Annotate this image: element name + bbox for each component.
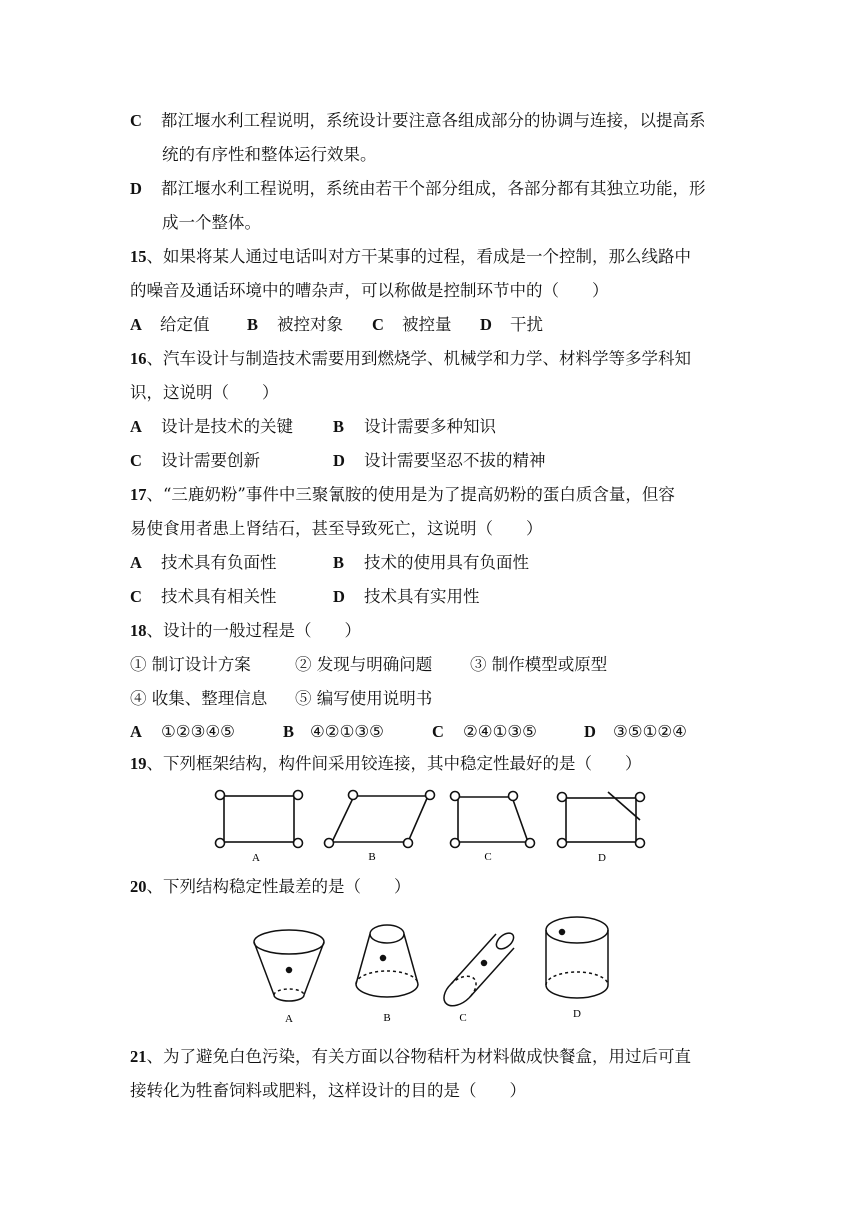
option-text: ④②①③⑤ — [310, 722, 384, 741]
option-text: 给定值 — [160, 315, 210, 334]
q20-stem — [130, 875, 411, 899]
figure-label-d: D — [598, 852, 606, 864]
frame-b-parallelogram — [325, 791, 435, 848]
option-text: 都江堰水利工程说明，系统设计要注意各组成部分的协调与连接，以提高系 — [161, 111, 706, 130]
option-letter: B — [283, 722, 295, 741]
question-text: 、“三鹿奶粉”事件中三聚氰胺的使用是为了提高奶粉的蛋白质含量，但容 — [146, 485, 675, 504]
option-letter: D — [333, 587, 345, 606]
option-text: 设计需要创新 — [161, 451, 260, 470]
question-number: 18 — [130, 621, 147, 640]
question-number: 17 — [130, 485, 147, 504]
option-letter: A — [130, 417, 142, 436]
option-letter: A — [130, 722, 142, 741]
option-text: 技术的使用具有负面性 — [364, 553, 529, 572]
option-text: 干扰 — [510, 315, 543, 334]
solid-c-slanted-cylinder — [444, 930, 517, 1006]
q18-step-1: ① 制订设计方案 — [130, 655, 251, 674]
q18-step-5: ⑤ 编写使用说明书 — [295, 689, 433, 708]
q18-step-2: ② 发现与明确问题 — [295, 655, 433, 674]
q18-step-4: ④ 收集、整理信息 — [130, 689, 268, 708]
option-letter: D — [480, 315, 492, 334]
q20-solid-figures — [0, 900, 860, 1030]
option-letter: C — [130, 451, 142, 470]
solid-b-frustum — [356, 925, 418, 997]
question-text: 、下列框架结构，构件间采用铰连接，其中稳定性最好的是（ ） — [146, 754, 642, 773]
question-number: 19 — [130, 754, 147, 773]
question-number: 16 — [130, 349, 147, 368]
option-letter: C — [130, 111, 142, 130]
frame-c-trapezoid — [451, 792, 535, 848]
option-letter: C — [130, 587, 142, 606]
option-text: ③⑤①②④ — [613, 722, 687, 741]
option-text: 被控量 — [402, 315, 452, 334]
q21-stem-continuation: 接转化为牲畜饲料或肥料，这样设计的目的是（ ） — [130, 1081, 526, 1100]
option-letter: B — [333, 553, 345, 572]
solid-a-inverted-frustum — [254, 930, 324, 1001]
q15-stem-continuation: 的噪音及通话环境中的嘈杂声，可以称做是控制环节中的（ ） — [130, 281, 609, 300]
option-letter: C — [372, 315, 384, 334]
option-letter: B — [333, 417, 345, 436]
question-text: 、设计的一般过程是（ ） — [146, 621, 361, 640]
question-text: 、汽车设计与制造技术需要用到燃烧学、机械学和力学、材料学等多学科知 — [146, 349, 691, 368]
question-text: 、如果将某人通过电话叫对方干某事的过程，看成是一个控制，那么线路中 — [146, 247, 691, 266]
option-text: ②④①③⑤ — [463, 722, 537, 741]
option-letter: D — [333, 451, 345, 470]
frame-d-braced-rectangle — [558, 792, 645, 848]
question-number: 21 — [130, 1047, 147, 1066]
q18-step-3: ③ 制作模型或原型 — [470, 655, 608, 674]
figure-label-b: B — [368, 851, 376, 863]
q14-option-c-continuation: 统的有序性和整体运行效果。 — [162, 145, 377, 164]
option-letter: D — [584, 722, 596, 741]
figure-label-c: C — [484, 851, 492, 863]
option-text: 技术具有负面性 — [161, 553, 277, 572]
figure-label-a: A — [285, 1013, 293, 1025]
frame-a-rectangle — [216, 791, 303, 848]
q21-stem — [130, 1045, 691, 1069]
option-text: ①②③④⑤ — [161, 722, 235, 741]
option-text: 设计是技术的关键 — [161, 417, 293, 436]
option-text: 被控对象 — [277, 315, 343, 334]
option-letter: A — [130, 315, 142, 334]
option-text: 技术具有实用性 — [364, 587, 480, 606]
option-letter: B — [247, 315, 259, 334]
q14-option-d-continuation: 成一个整体。 — [162, 213, 261, 232]
question-text: 、下列结构稳定性最差的是（ ） — [146, 877, 411, 896]
option-letter: C — [432, 722, 444, 741]
option-text: 技术具有相关性 — [161, 587, 277, 606]
q17-stem-continuation: 易使食用者患上肾结石，甚至导致死亡，这说明（ ） — [130, 519, 543, 538]
figure-label-c: C — [459, 1012, 467, 1024]
figure-label-b: B — [383, 1012, 391, 1024]
option-letter: D — [130, 179, 142, 198]
option-letter: A — [130, 553, 142, 572]
figure-label-d: D — [573, 1008, 581, 1020]
figure-label-a: A — [252, 852, 260, 864]
question-number: 20 — [130, 877, 147, 896]
option-text: 都江堰水利工程说明，系统由若干个部分组成，各部分都有其独立功能，形 — [161, 179, 706, 198]
solid-d-cylinder — [546, 917, 608, 998]
option-text: 设计需要坚忍不拔的精神 — [364, 451, 546, 470]
option-text: 设计需要多种知识 — [364, 417, 496, 436]
question-number: 15 — [130, 247, 147, 266]
question-text: 、为了避免白色污染，有关方面以谷物秸杆为材料做成快餐盒，用过后可直 — [146, 1047, 691, 1066]
q16-stem-continuation: 识，这说明（ ） — [130, 383, 279, 402]
